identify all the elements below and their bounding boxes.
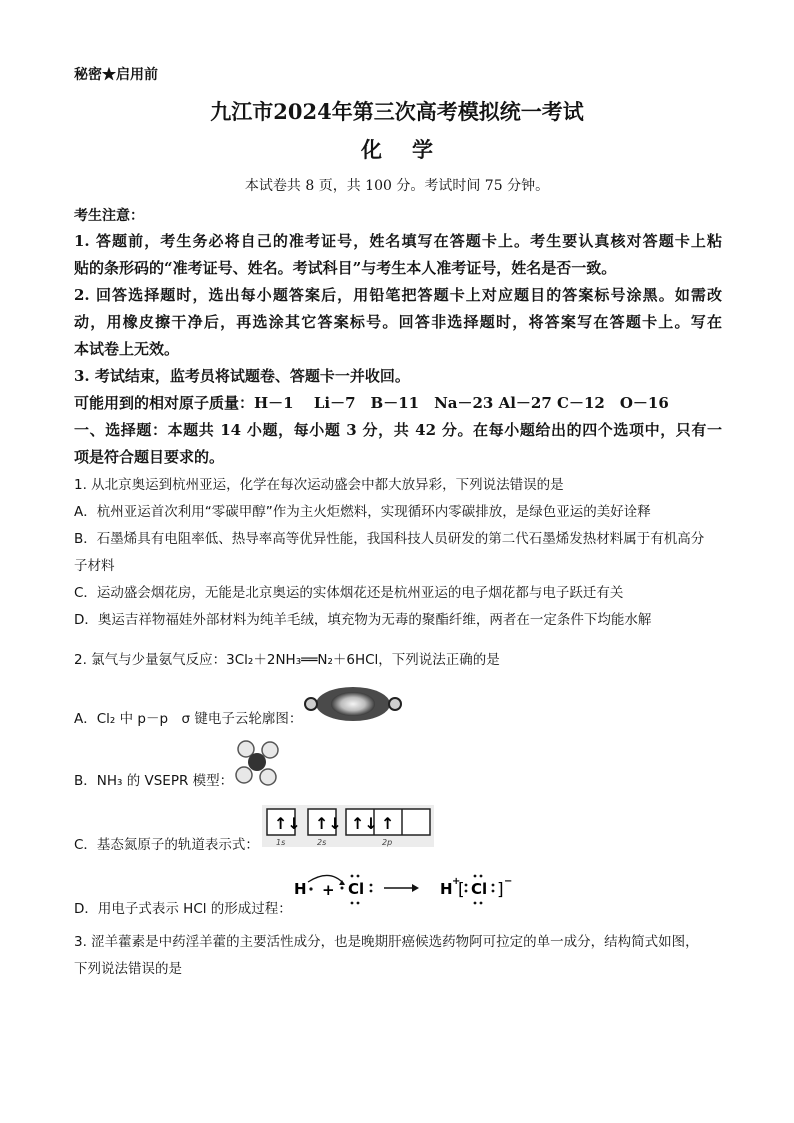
notice-line-2: 贴的条形码的“准考证号、姓名。考试科目”与考生本人准考证号，姓名是否一致。 (74, 259, 617, 277)
q2-stem: 2. 氯气与少量氨气反应：3Cl₂＋2NH₃══N₂＋6HCl，下列说法正确的是 (74, 652, 500, 668)
svg-text:Cl: Cl (348, 880, 365, 898)
orbital-label-1s: 1s (276, 838, 286, 847)
exam-title: 九江市2024年第三次高考模拟统一考试 (210, 99, 584, 124)
svg-text:H: H (294, 880, 307, 898)
notice-heading: 考生注意： (74, 208, 144, 224)
q2-option-d: D．用电子式表示 HCl 的形成过程： (74, 901, 292, 917)
q2-option-a: A．Cl₂ 中 p－p σ 键电子云轮廓图： (74, 711, 303, 727)
notice-line-5: 本试卷上无效。 (74, 340, 180, 358)
nitrogen-orbital-diagram (262, 805, 434, 851)
notice-line-3: 2. 回答选择题时，选出每小题答案后，用铅笔把答题卡上对应题目的答案标号涂黑。如需改 (74, 286, 722, 304)
orbital-label-2p: 2p (382, 838, 393, 847)
svg-text:[: [ (458, 880, 465, 900)
nh3-vsepr-model-figure (232, 737, 282, 793)
q3-line-2: 下列说法错误的是 (74, 961, 182, 977)
svg-text:Cl: Cl (471, 880, 488, 898)
q1-option-a: A．杭州亚运首次利用“零碳甲醇”作为主火炬燃料，实现循环内零碳排放，是绿色亚运的美好诠释 (74, 504, 651, 520)
notice-line-1: 1. 答题前，考生务必将自己的准考证号，姓名填写在答题卡上。考生要认真核对答题卡上粘 (74, 232, 722, 250)
q3-line-1: 3. 涩羊藿素是中药淫羊藿的主要活性成分，也是晚期肝癌候选药物阿可拉定的单一成分，结构简式如图， (74, 934, 699, 950)
svg-text:+: + (452, 876, 461, 887)
q1-stem: 1. 从北京奥运到杭州亚运，化学在每次运动盛会中都大放异彩，下列说法错误的是 (74, 477, 564, 493)
svg-text:↑↓: ↑↓ (351, 814, 378, 833)
q2-option-b: B．NH₃ 的 VSEPR 模型： (74, 773, 234, 789)
notice-line-6: 3. 考试结束，监考员将试题卷、答题卡一并收回。 (74, 367, 410, 385)
sigma-bond-electron-cloud-figure (303, 680, 403, 732)
svg-text:H: H (440, 880, 453, 898)
q1-option-c: C．运动盛会烟花房，无能是北京奥运的实体烟花还是杭州亚运的电子烟花都与电子跃迁有关 (74, 585, 624, 601)
svg-text:+: + (322, 881, 335, 899)
q2-option-c: C．基态氮原子的轨道表示式： (74, 837, 259, 853)
notice-line-4: 动，用橡皮擦干净后，再选涂其它答案标号。回答非选择题时，将答案写在答题卡上。写在 (74, 313, 722, 331)
subject-title: 化学 (361, 137, 463, 162)
q1-option-b-line-1: B．石墨烯具有电阻率低、热导率高等优异性能，我国科技人员研发的第二代石墨烯发热材料属于有机高分 (74, 531, 705, 547)
hcl-electron-dot-formation-figure (292, 866, 532, 916)
q1-option-b-line-2: 子材料 (74, 558, 115, 574)
svg-text:↑↓: ↑↓ (274, 814, 301, 833)
section1-line-2: 项是符合题目要求的。 (74, 448, 225, 466)
section1-line-1: 一、选择题：本题共 14 小题，每小题 3 分，共 42 分。在每小题给出的四个选项中，只有一 (74, 421, 722, 439)
svg-text:−: − (504, 876, 513, 887)
atomic-masses: 可能用到的相对原子质量：H－1 Li－7 B－11 Na－23 Al－27 C－12 O－16 (74, 394, 669, 412)
orbital-label-2s: 2s (317, 838, 327, 847)
svg-text:↑↓: ↑↓ (315, 814, 342, 833)
svg-text:]: ] (497, 880, 504, 900)
secret-label: 秘密★启用前 (74, 67, 158, 83)
exam-info: 本试卷共 8 页，共 100 分。考试时间 75 分钟。 (244, 178, 550, 194)
q1-option-d: D．奥运吉祥物福娃外部材料为纯羊毛绒，填充物为无毒的聚酯纤维，两者在一定条件下均能水解 (74, 612, 652, 628)
svg-text:↑: ↑ (381, 814, 395, 833)
